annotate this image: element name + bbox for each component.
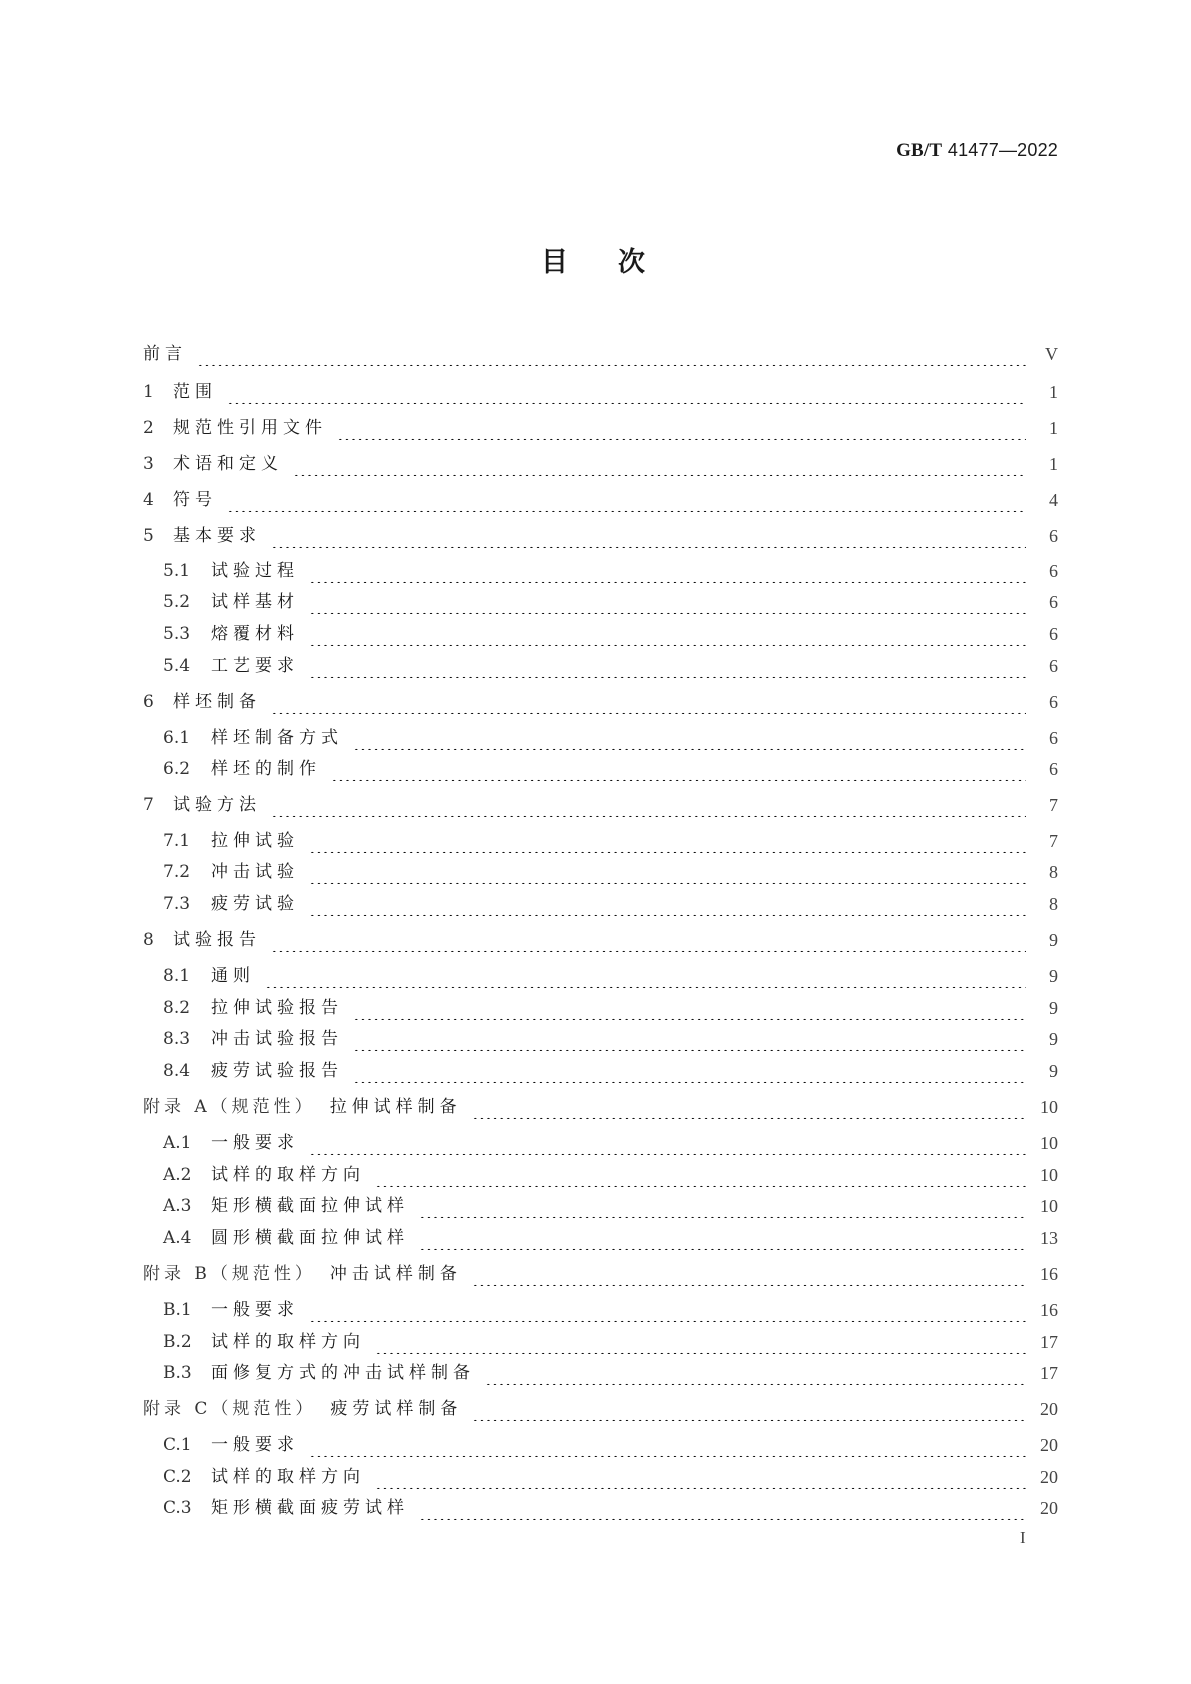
toc-entry[interactable] — [0, 1397, 1191, 1421]
toc-entry-number: 5.1 — [163, 561, 191, 581]
dot-leader — [271, 690, 1026, 714]
toc-entry-title: 熔覆材料 — [211, 624, 299, 644]
dot-leader — [419, 1194, 1026, 1218]
toc-entry-number: 6 — [143, 692, 154, 712]
dot-leader — [265, 964, 1026, 988]
dot-leader — [419, 1226, 1026, 1250]
toc-entry[interactable] — [0, 928, 1191, 952]
toc-entry-title: 冲击试验报告 — [211, 1029, 343, 1049]
toc-entry-page: 1 — [1049, 454, 1058, 474]
toc-entry-title: 一般要求 — [211, 1300, 299, 1320]
toc-entry-page: 20 — [1040, 1399, 1058, 1419]
dot-leader — [227, 380, 1026, 404]
toc-entry-page: 9 — [1049, 930, 1058, 950]
toc-entry-page: 7 — [1049, 831, 1058, 851]
toc-entry-number: A.2 — [163, 1165, 192, 1185]
dot-leader — [309, 892, 1026, 916]
toc-entry-number: 8.3 — [163, 1029, 191, 1049]
dot-leader — [309, 559, 1026, 583]
toc-entry-title: 冲击试样制备 — [329, 1264, 462, 1284]
toc-entry-number: 7.1 — [163, 831, 191, 851]
toc-entry-page: 8 — [1049, 862, 1058, 882]
toc-entry-number: 5.2 — [163, 592, 191, 612]
toc-entry-title: 试样基材 — [211, 592, 299, 612]
toc-entry[interactable] — [0, 1059, 1191, 1083]
toc-entry-title: 样坯的制作 — [211, 759, 321, 779]
toc-entry-title: 试验过程 — [211, 561, 299, 581]
toc-entry[interactable] — [0, 1095, 1191, 1119]
dot-leader — [375, 1163, 1026, 1187]
dot-leader — [309, 860, 1026, 884]
toc-entry-title: 疲劳试验报告 — [211, 1061, 343, 1081]
toc-entry-number: 2 — [143, 418, 154, 438]
toc-entry-page: 1 — [1049, 418, 1058, 438]
toc-entry-title: 冲击试验 — [211, 862, 299, 882]
toc-entry-page: 4 — [1049, 490, 1058, 510]
toc-entry-page: 6 — [1049, 656, 1058, 676]
toc-entry[interactable] — [0, 1433, 1191, 1457]
dot-leader — [309, 1298, 1026, 1322]
dot-leader — [472, 1095, 1026, 1119]
toc-entry[interactable] — [0, 1131, 1191, 1155]
dot-leader — [353, 726, 1026, 750]
toc-entry-title: 疲劳试验 — [211, 894, 299, 914]
toc-entry-page: 6 — [1049, 561, 1058, 581]
toc-entry[interactable] — [0, 892, 1191, 916]
toc-entry-number: B.2 — [163, 1332, 192, 1352]
toc-entry[interactable] — [0, 1027, 1191, 1051]
toc-entry-page: 16 — [1040, 1264, 1058, 1284]
toc-entry-number: C.1 — [163, 1435, 192, 1455]
toc-entry[interactable] — [0, 524, 1191, 548]
dot-leader — [472, 1262, 1026, 1286]
toc-entry-page: 13 — [1040, 1228, 1058, 1248]
toc-entry-number: 8.1 — [163, 966, 191, 986]
toc-entry-page: 20 — [1040, 1435, 1058, 1455]
toc-entry-title: 试样的取样方向 — [211, 1332, 365, 1352]
toc-entry-title: 范围 — [173, 382, 217, 402]
standard-prefix: GB/T — [896, 140, 943, 161]
dot-leader — [309, 622, 1026, 646]
toc-entry-number: 7.3 — [163, 894, 191, 914]
toc-entry[interactable] — [0, 829, 1191, 853]
toc-entry[interactable] — [0, 416, 1191, 440]
toc-entry-number: 附录 B（规范性） — [143, 1264, 316, 1284]
toc-entry-number: 6.1 — [163, 728, 191, 748]
toc-entry-page: 10 — [1040, 1165, 1058, 1185]
toc-entry[interactable] — [0, 1361, 1191, 1385]
toc-entry-number: 7 — [143, 795, 154, 815]
toc-entry[interactable] — [0, 1194, 1191, 1218]
toc-entry-number: 附录 C（规范性） — [143, 1399, 317, 1419]
toc-entry-number: 3 — [143, 454, 154, 474]
dot-leader — [353, 1059, 1026, 1083]
toc-entry-title: 前言 — [143, 344, 187, 364]
toc-entry-title: 试样的取样方向 — [211, 1467, 365, 1487]
toc-entry[interactable] — [0, 380, 1191, 404]
dot-leader — [472, 1397, 1026, 1421]
toc-entry[interactable] — [0, 1330, 1191, 1354]
dot-leader — [271, 793, 1026, 817]
toc-entry-page: 8 — [1049, 894, 1058, 914]
toc-entry-page: 9 — [1049, 966, 1058, 986]
dot-leader — [485, 1361, 1026, 1385]
toc-entry-title: 样坯制备 — [173, 692, 261, 712]
dot-leader — [419, 1496, 1026, 1520]
toc-entry-page: 16 — [1040, 1300, 1058, 1320]
toc-entry-page: 9 — [1049, 1061, 1058, 1081]
toc-entry[interactable] — [0, 1298, 1191, 1322]
toc-entry-title: 拉伸试验 — [211, 831, 299, 851]
toc-entry[interactable] — [0, 654, 1191, 678]
toc-entry[interactable] — [0, 757, 1191, 781]
toc-entry-title: 符号 — [173, 490, 217, 510]
toc-entry[interactable] — [0, 1163, 1191, 1187]
dot-leader — [309, 829, 1026, 853]
toc-entry[interactable] — [0, 559, 1191, 583]
toc-entry-page: 6 — [1049, 759, 1058, 779]
toc-entry-number: 5 — [143, 526, 154, 546]
toc-entry-page: 10 — [1040, 1133, 1058, 1153]
toc-entry-number: C.3 — [163, 1498, 192, 1518]
toc-entry-title: 矩形横截面疲劳试样 — [211, 1498, 409, 1518]
toc-entry-page: 6 — [1049, 728, 1058, 748]
toc-entry-title: 拉伸试样制备 — [329, 1097, 462, 1117]
page-folio: I — [1020, 1528, 1026, 1547]
toc-entry-page: 1 — [1049, 382, 1058, 402]
toc-entry-page: 9 — [1049, 1029, 1058, 1049]
toc-entry[interactable] — [0, 1262, 1191, 1286]
toc-entry-page: 9 — [1049, 998, 1058, 1018]
dot-leader — [375, 1330, 1026, 1354]
toc-entry[interactable] — [0, 860, 1191, 884]
dot-leader — [375, 1465, 1026, 1489]
toc-entry-title: 试验方法 — [173, 795, 261, 815]
toc-entry-number: 7.2 — [163, 862, 191, 882]
toc-entry-title: 样坯制备方式 — [211, 728, 343, 748]
toc-entry-title: 工艺要求 — [211, 656, 299, 676]
toc-entry-title: 圆形横截面拉伸试样 — [211, 1228, 409, 1248]
toc-entry-title: 拉伸试验报告 — [211, 998, 343, 1018]
dot-leader — [331, 757, 1026, 781]
toc-entry-number: 8.2 — [163, 998, 191, 1018]
toc-entry-title: 试验报告 — [173, 930, 261, 950]
toc-entry-page: 6 — [1049, 624, 1058, 644]
toc-entry-page: 6 — [1049, 526, 1058, 546]
toc-entry-page: 6 — [1049, 692, 1058, 712]
toc-entry[interactable] — [0, 1465, 1191, 1489]
toc-entry-title: 一般要求 — [211, 1435, 299, 1455]
toc-entry[interactable] — [0, 690, 1191, 714]
toc-entry-title: 面修复方式的冲击试样制备 — [211, 1363, 475, 1383]
toc-entry-number: 5.4 — [163, 656, 191, 676]
toc-entry-number: 8.4 — [163, 1061, 191, 1081]
dot-leader — [309, 1433, 1026, 1457]
toc-entry-page: 20 — [1040, 1467, 1058, 1487]
toc-entry[interactable] — [0, 1496, 1191, 1520]
toc-entry-page: 20 — [1040, 1498, 1058, 1518]
toc-entry-page: 17 — [1040, 1332, 1058, 1352]
toc-entry[interactable] — [0, 452, 1191, 476]
page-title: 目次 — [541, 247, 695, 278]
toc-entry[interactable] — [0, 342, 1191, 366]
toc-entry-title: 术语和定义 — [173, 454, 283, 474]
toc-entry[interactable] — [0, 590, 1191, 614]
toc-entry-number: C.2 — [163, 1467, 192, 1487]
toc-entry[interactable] — [0, 996, 1191, 1020]
toc-entry-page: 10 — [1040, 1097, 1058, 1117]
toc-entry-title: 疲劳试样制备 — [330, 1399, 463, 1419]
toc-entry-number: 1 — [143, 382, 154, 402]
toc-entry-title: 一般要求 — [211, 1133, 299, 1153]
dot-leader — [337, 416, 1026, 440]
dot-leader — [271, 524, 1026, 548]
toc-entry[interactable] — [0, 1226, 1191, 1250]
toc-entry-page: 7 — [1049, 795, 1058, 815]
toc-entry-number: A.4 — [163, 1228, 192, 1248]
standard-code — [896, 140, 1058, 162]
toc-entry-number: 4 — [143, 490, 154, 510]
toc-entry-number: 8 — [143, 930, 154, 950]
toc-entry-page: 6 — [1049, 592, 1058, 612]
dot-leader — [293, 452, 1026, 476]
toc-entry-title: 矩形横截面拉伸试样 — [211, 1196, 409, 1216]
dot-leader — [197, 342, 1026, 366]
toc-entry-title: 试样的取样方向 — [211, 1165, 365, 1185]
toc-entry[interactable] — [0, 964, 1191, 988]
toc-entry-number: B.3 — [163, 1363, 192, 1383]
dot-leader — [227, 488, 1026, 512]
toc-entry-page: 10 — [1040, 1196, 1058, 1216]
dot-leader — [309, 590, 1026, 614]
toc-entry-title: 通则 — [211, 966, 255, 986]
toc-entry[interactable] — [0, 488, 1191, 512]
dot-leader — [309, 1131, 1026, 1155]
toc-entry-title: 基本要求 — [173, 526, 261, 546]
dot-leader — [353, 996, 1026, 1020]
toc-entry-page: V — [1045, 344, 1058, 364]
toc-entry-number: 附录 A（规范性） — [143, 1097, 316, 1117]
toc-entry-number: A.1 — [163, 1133, 192, 1153]
toc-entry-page: 17 — [1040, 1363, 1058, 1383]
toc-entry-title: 规范性引用文件 — [173, 418, 327, 438]
dot-leader — [271, 928, 1026, 952]
toc-entry[interactable] — [0, 793, 1191, 817]
standard-number: 41477—2022 — [947, 140, 1058, 160]
toc-entry-number: 6.2 — [163, 759, 191, 779]
toc-entry-number: A.3 — [163, 1196, 192, 1216]
dot-leader — [353, 1027, 1026, 1051]
toc-entry[interactable] — [0, 622, 1191, 646]
toc-entry[interactable] — [0, 726, 1191, 750]
dot-leader — [309, 654, 1026, 678]
toc-entry-number: B.1 — [163, 1300, 192, 1320]
toc-entry-number: 5.3 — [163, 624, 191, 644]
